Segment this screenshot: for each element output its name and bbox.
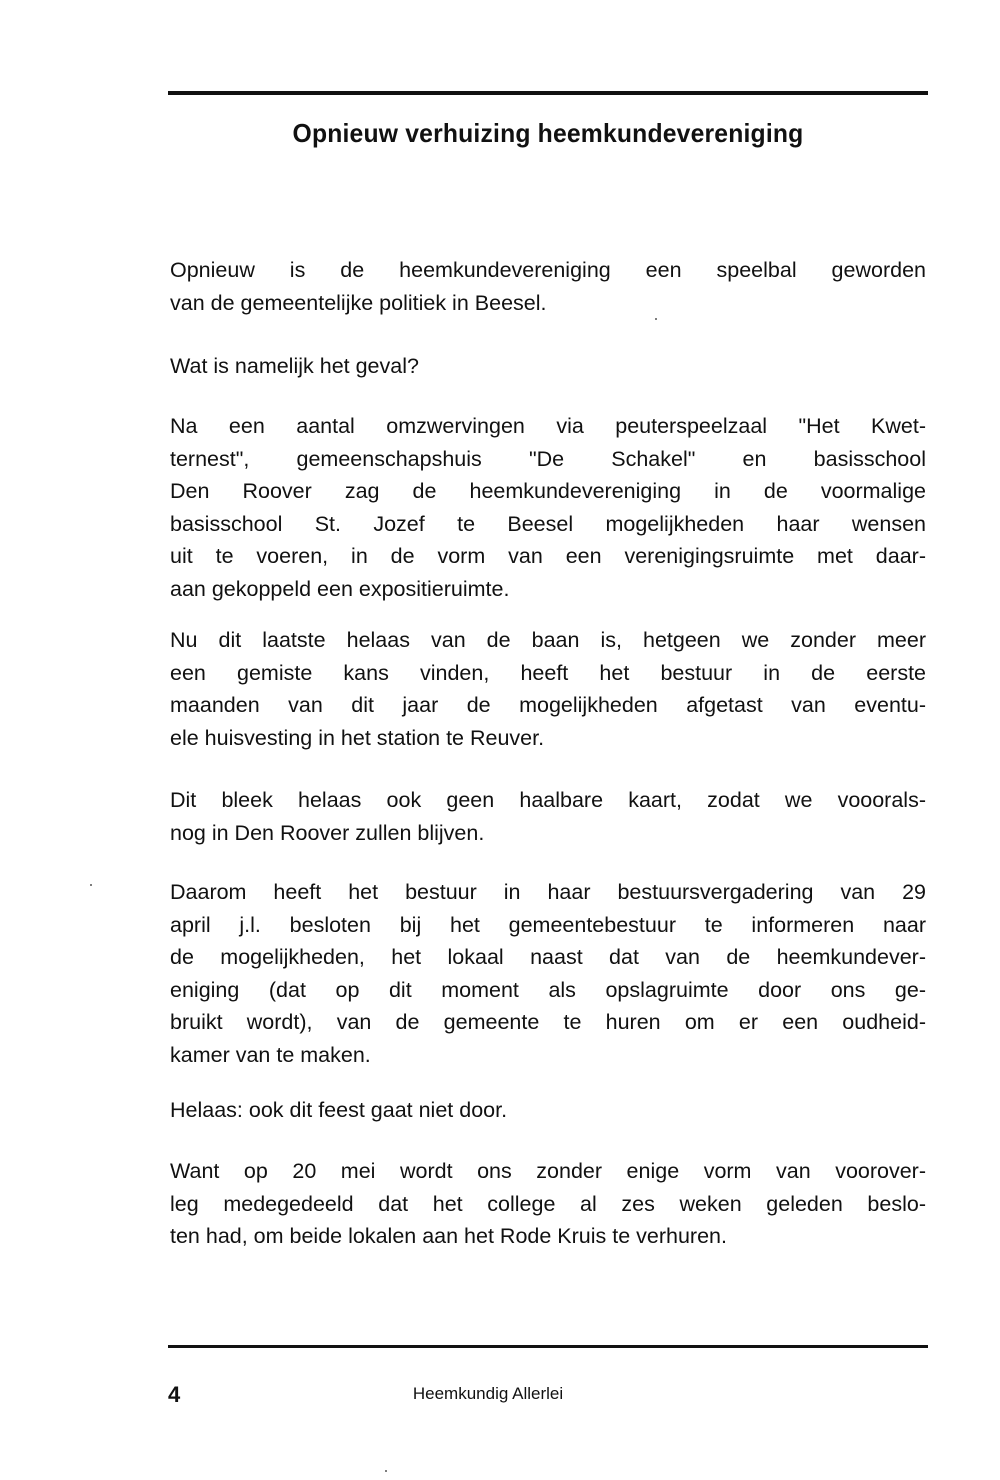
paragraph-history xyxy=(170,410,926,605)
scan-speck xyxy=(385,1470,387,1472)
text-line: een gemiste kans vinden, heeft het bestuur in de eerste xyxy=(170,660,926,685)
text-line: ternest", gemeenschapshuis "De Schakel" en basisschool xyxy=(170,446,926,471)
text-line: leg medegedeeld dat het college al zes weken geleden beslo- xyxy=(170,1191,926,1216)
article-title: Opnieuw verhuizing heemkundevereniging xyxy=(292,118,804,148)
text-line: uit te voeren, in de vorm van een verenigingsruimte met daar- xyxy=(170,544,926,568)
text-line: aan gekoppeld een expositieruimte. xyxy=(170,576,510,601)
footer-rule xyxy=(168,1345,928,1348)
page-number: 4 xyxy=(168,1382,181,1407)
text-line: maanden van dit jaar de mogelijkheden afgetast van eventu- xyxy=(170,693,926,717)
text-line: van de gemeentelijke politiek in Beesel. xyxy=(170,290,547,315)
text-line: Opnieuw is de heemkundevereniging een speelbal geworden xyxy=(170,258,926,282)
text-line: Wat is namelijk het geval? xyxy=(170,354,419,378)
paragraph-intro xyxy=(170,254,926,319)
text-line: de mogelijkheden, het lokaal naast dat van de heemkundever- xyxy=(170,945,926,969)
text-line: april j.l. besloten bij het gemeentebestuur te informeren naar xyxy=(170,912,926,937)
paragraph-board-meeting xyxy=(170,876,926,1071)
paragraph-cancelled xyxy=(170,1094,926,1127)
scan-speck xyxy=(655,318,657,320)
header-rule xyxy=(168,91,928,95)
text-line: Want op 20 mei wordt ons zonder enige vorm van voorover- xyxy=(170,1159,926,1183)
text-line: eniging (dat op dit moment als opslagruimte door ons ge- xyxy=(170,977,926,1002)
text-line: Dit bleek helaas ook geen haalbare kaart, zodat we vooorals- xyxy=(170,788,926,812)
paragraph-question xyxy=(170,350,926,383)
text-line: Helaas: ook dit feest gaat niet door. xyxy=(170,1098,508,1122)
text-line: nog in Den Roover zullen blijven. xyxy=(170,820,485,845)
text-line: ele huisvesting in het station te Reuver. xyxy=(170,725,545,750)
text-line: Den Roover zag de heemkundevereniging in de voormalige xyxy=(170,479,926,503)
publication-name: Heemkundig Allerlei xyxy=(412,1384,564,1403)
paragraph-station xyxy=(170,624,926,754)
paragraph-den-roover xyxy=(170,784,926,849)
text-line: basisschool St. Jozef te Beesel mogelijkheden haar wensen xyxy=(170,511,926,536)
text-line: Daarom heeft het bestuur in haar bestuursvergadering van 29 xyxy=(170,880,926,904)
paragraph-red-cross xyxy=(170,1155,926,1253)
text-line: kamer van te maken. xyxy=(170,1042,371,1067)
scan-speck xyxy=(90,884,92,886)
text-line: Nu dit laatste helaas van de baan is, hetgeen we zonder meer xyxy=(170,628,926,652)
text-line: bruikt wordt), van de gemeente te huren om er een oudheid- xyxy=(170,1010,926,1034)
text-line: Na een aantal omzwervingen via peuterspeelzaal "Het Kwet- xyxy=(170,414,926,438)
text-line: ten had, om beide lokalen aan het Rode Kruis te verhuren. xyxy=(170,1224,727,1248)
